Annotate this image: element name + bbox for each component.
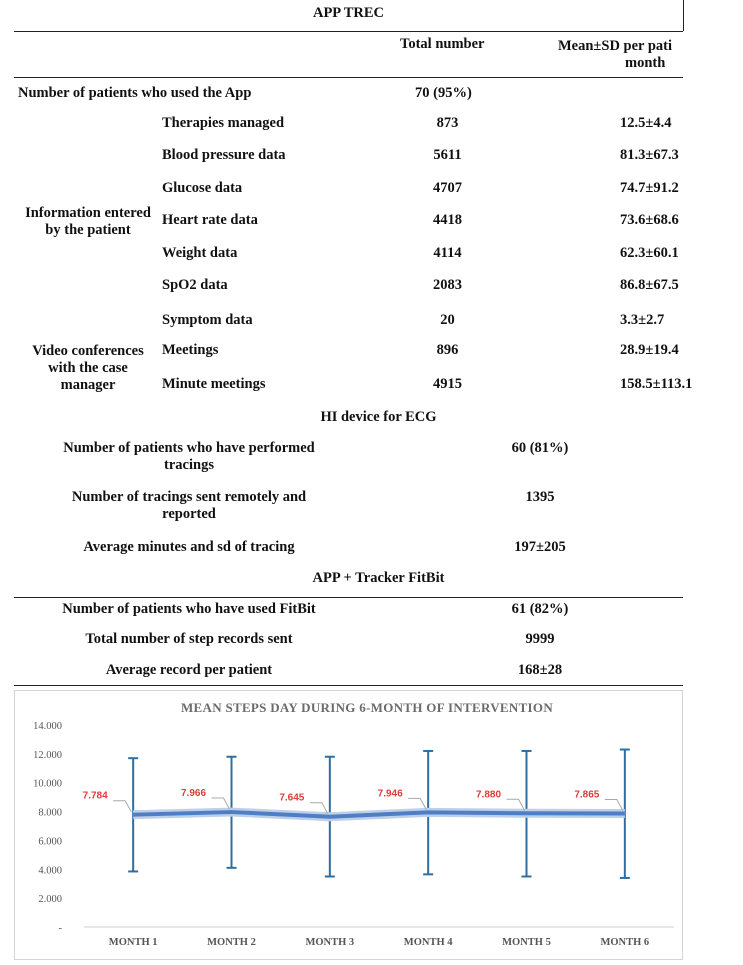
chart-title: MEAN STEPS DAY DURING 6-MONTH OF INTERVENTION <box>180 700 554 715</box>
x-tick-label: MONTH 5 <box>502 937 551 948</box>
table-title: APP TREC <box>312 5 385 21</box>
hi-row-value: 197±205 <box>514 539 566 555</box>
chart-frame <box>15 691 683 960</box>
row-total: 4114 <box>433 245 462 261</box>
row-mean: 12.5±4.4 <box>620 115 672 131</box>
row-total: 4915 <box>433 376 462 392</box>
row-label: Glucose data <box>162 180 243 196</box>
row-mean: 86.8±67.5 <box>620 277 679 293</box>
y-tick-label: 8.000 <box>38 807 62 819</box>
video-group-label: Video conferences <box>32 343 144 359</box>
row-total: 5611 <box>433 147 462 163</box>
fitbit-row-label: Number of patients who have used FitBit <box>62 601 316 617</box>
row-total: 4707 <box>433 180 462 196</box>
row-label: Minute meetings <box>162 376 266 392</box>
hi-row-value: 60 (81%) <box>511 440 569 456</box>
video-group-label-line3: manager <box>60 377 116 393</box>
y-tick-label: 14.000 <box>33 721 62 732</box>
x-tick-label: MONTH 1 <box>108 937 158 948</box>
data-label: 7.865 <box>574 789 600 801</box>
row-label: SpO2 data <box>162 277 228 293</box>
row-total: 2083 <box>433 277 462 293</box>
hi-row-label-line2: reported <box>162 506 216 522</box>
row-label: Weight data <box>162 245 238 261</box>
app-users-label: Number of patients who used the App <box>18 85 252 101</box>
row-label: Heart rate data <box>162 212 258 228</box>
data-label: 7.645 <box>279 792 305 804</box>
x-tick-label: MONTH 3 <box>305 937 355 948</box>
fitbit-header-rule <box>14 597 683 598</box>
data-label: 7.784 <box>82 790 108 802</box>
row-total: 4418 <box>433 212 462 228</box>
y-tick-label: 12.000 <box>33 749 62 761</box>
row-label: Meetings <box>162 342 219 358</box>
app-users-total: 70 (95%) <box>415 85 472 101</box>
row-label: Symptom data <box>162 312 253 328</box>
y-tick-label: 2.000 <box>38 894 62 906</box>
table-header-rule <box>14 77 683 78</box>
x-tick-label: MONTH 6 <box>600 937 650 948</box>
fitbit-row-value: 9999 <box>525 631 555 647</box>
fitbit-row-label: Average record per patient <box>105 662 273 678</box>
data-label: 7.880 <box>475 789 502 801</box>
hi-row-label: Number of tracings sent remotely and <box>71 489 307 505</box>
row-label: Therapies managed <box>162 115 285 131</box>
col-header-mean-line2: month <box>625 55 666 71</box>
row-mean: 62.3±60.1 <box>620 245 679 261</box>
row-mean: 28.9±19.4 <box>620 342 679 358</box>
y-tick-label: 10.000 <box>33 778 62 790</box>
info-group-label-line2: by the patient <box>45 222 131 238</box>
hi-device-title: HI device for ECG <box>320 409 437 425</box>
row-total: 873 <box>436 115 459 131</box>
hi-row-value: 1395 <box>525 489 555 505</box>
hi-row-label: Average minutes and sd of tracing <box>83 539 295 555</box>
y-tick-label: 4.000 <box>38 865 62 877</box>
table-top-rule <box>14 31 683 32</box>
hi-row-label-line2: tracings <box>164 457 214 473</box>
y-tick-label: 6.000 <box>38 836 62 848</box>
fitbit-title: APP + Tracker FitBit <box>312 570 445 586</box>
y-tick-label: - <box>58 923 62 934</box>
row-mean: 3.3±2.7 <box>620 312 665 328</box>
row-mean: 81.3±67.3 <box>620 147 679 163</box>
col-header-mean: Mean±SD per pati <box>558 38 673 54</box>
x-tick-label: MONTH 2 <box>207 937 256 948</box>
data-label: 7.946 <box>377 788 403 800</box>
fitbit-row-value: 61 (82%) <box>511 601 569 617</box>
row-total: 896 <box>436 342 459 358</box>
mean-steps-chart <box>14 690 683 960</box>
video-group-label-line2: with the case <box>48 360 128 376</box>
row-mean: 73.6±68.6 <box>620 212 679 228</box>
row-mean: 74.7±91.2 <box>620 180 679 196</box>
row-label: Blood pressure data <box>162 147 286 163</box>
row-total: 20 <box>440 312 455 328</box>
hi-row-label: Number of patients who have performed <box>63 440 315 456</box>
info-group-label: Information entered <box>25 205 151 221</box>
table-right-border <box>683 0 684 31</box>
fitbit-row-label: Total number of step records sent <box>85 631 293 647</box>
row-mean: 158.5±113.1 <box>620 376 693 392</box>
table-bottom-rule <box>14 685 683 686</box>
data-label: 7.966 <box>180 788 207 800</box>
col-header-total: Total number <box>400 36 485 52</box>
x-tick-label: MONTH 4 <box>403 937 453 948</box>
fitbit-row-value: 168±28 <box>517 662 563 678</box>
